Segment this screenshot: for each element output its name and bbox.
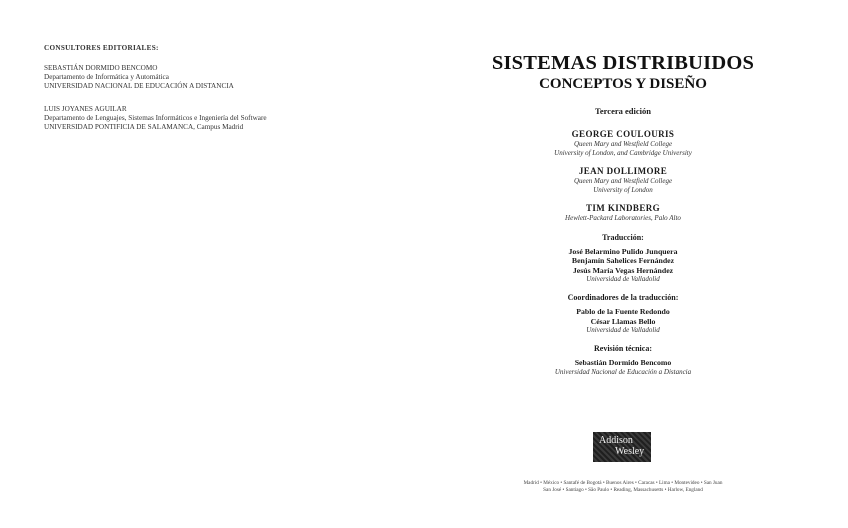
consultant-name: SEBASTIÁN DORMIDO BENCOMO [44, 64, 158, 72]
reviewer-institution: Universidad Nacional de Educación a Distancia [554, 367, 692, 376]
translator-name: Benjamín Sahelices Fernández [571, 256, 675, 265]
consultant-university: UNIVERSIDAD PONTIFICIA DE SALAMANCA, Campus Madrid [44, 123, 244, 131]
consultant-entry [44, 64, 374, 91]
author-affiliation: University of London, and Cambridge University [554, 148, 692, 157]
consultant-department: Departamento de Informática y Automática [44, 73, 169, 81]
translation-section [478, 232, 768, 285]
author-affiliation: Hewlett-Packard Laboratories, Palo Alto [565, 214, 681, 222]
author-affiliation: University of London [593, 185, 653, 194]
author-affiliation: Queen Mary and Westfield College [573, 140, 673, 148]
technical-review-section [478, 343, 768, 377]
coordinator-institution: Universidad de Valladolid [586, 326, 660, 334]
author-name: GEORGE COULOURIS [571, 129, 675, 139]
coordinator-name: César Llamas Bello [590, 316, 656, 326]
consultant-entry [44, 105, 374, 132]
logo-text: Addison [599, 435, 633, 446]
book-edition: Tercera edición [595, 106, 651, 116]
book-title: SISTEMAS DISTRIBUIDOS [491, 52, 755, 74]
author-affiliation: Queen Mary and Westfield College [573, 177, 673, 185]
publisher-cities [468, 480, 778, 494]
translation-label: Traducción: [602, 232, 644, 242]
translator-name: José Belarmino Pulido Junquera [568, 246, 678, 256]
logo-text: Wesley [615, 446, 645, 457]
author-name: TIM KINDBERG [585, 203, 661, 213]
translator-name: Jesús María Vegas Hernández [572, 265, 674, 275]
consultant-university: UNIVERSIDAD NACIONAL DE EDUCACIÓN A DISTANCIA [44, 82, 234, 90]
author-name: JEAN DOLLIMORE [578, 166, 668, 176]
author-entry [478, 166, 768, 194]
publisher-logo [593, 432, 651, 462]
cities-line: Madrid • México • Santafé de Bogotá • Buenos Aires • Caracas • Lima • Montevideo • San Juan [523, 480, 723, 486]
author-entry [478, 203, 768, 223]
consultant-name: LUIS JOYANES AGUILAR [44, 105, 127, 113]
coordinators-label: Coordinadores de la traducción: [567, 293, 679, 302]
editorial-consultants [44, 44, 374, 146]
reviewer-name: Sebastián Dormido Bencomo [574, 358, 672, 367]
author-entry [478, 129, 768, 157]
book-subtitle: CONCEPTOS Y DISEÑO [539, 76, 707, 92]
translator-institution: Universidad de Valladolid [586, 275, 660, 283]
coordinator-name: Pablo de la Fuente Redondo [576, 307, 670, 316]
title-page [478, 52, 768, 377]
consultant-department: Departamento de Lenguajes, Sistemas Informáticos e Ingeniería del Software [44, 114, 267, 122]
cities-line: San José • Santiago • São Paulo • Reading, Massachusetts • Harlow, England [543, 487, 703, 493]
coordinators-section [478, 292, 768, 335]
consultants-heading: CONSULTORES EDITORIALES: [44, 44, 159, 52]
technical-review-label: Revisión técnica: [594, 344, 652, 353]
